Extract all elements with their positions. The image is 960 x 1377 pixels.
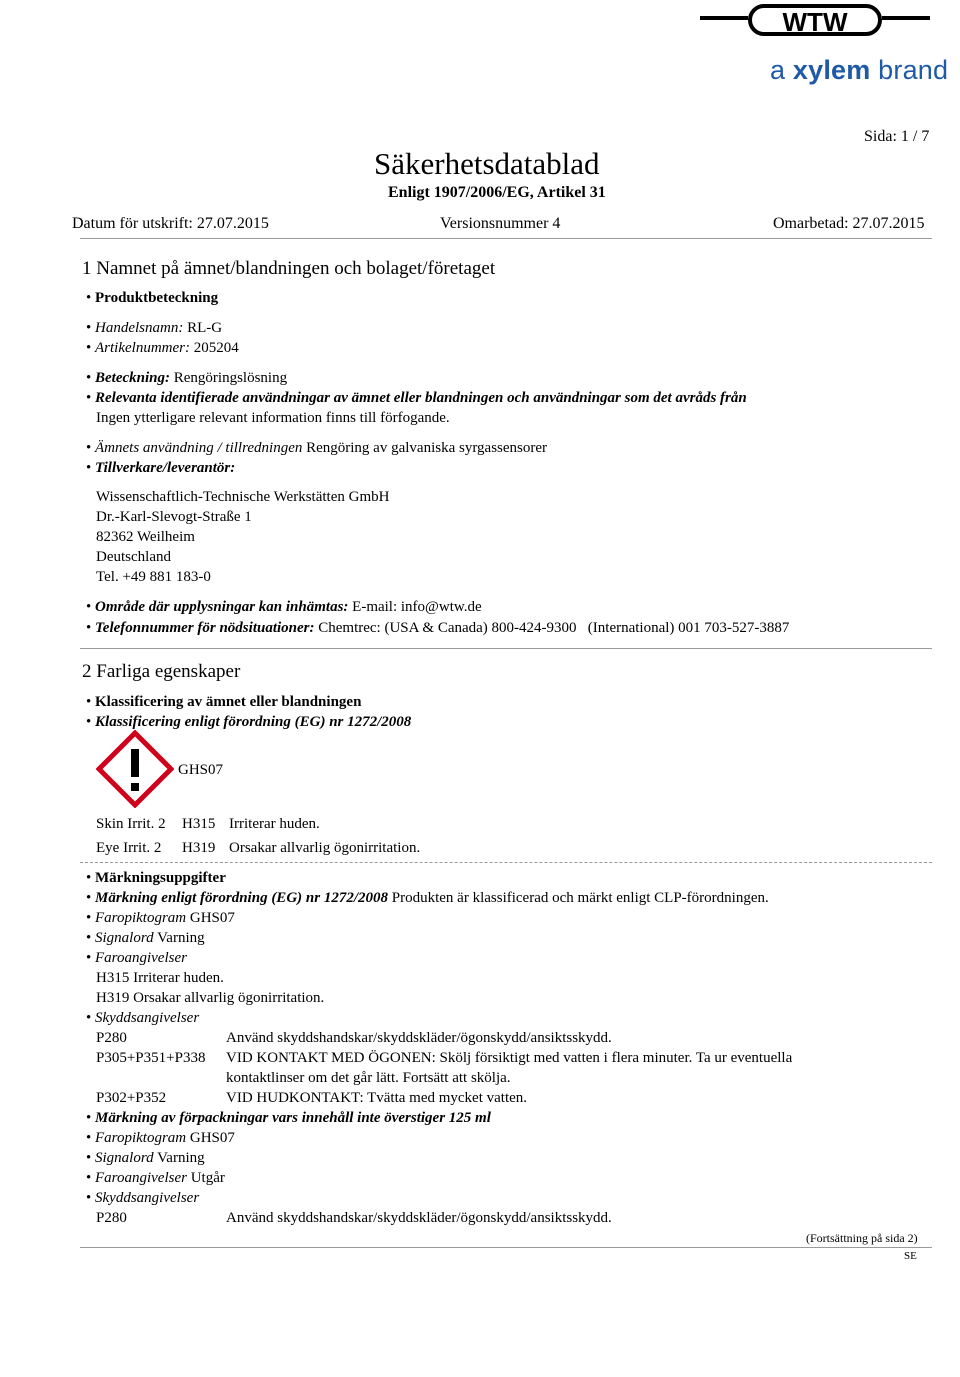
continuation-note: (Fortsättning på sida 2) [806,1231,918,1245]
list-item: • Faroangivelser [86,950,187,966]
hazard-class: Eye Irrit. 2 [96,840,162,856]
list-item: • Klassificering av ämnet eller blandningen [86,694,362,710]
list-item: • Märkning av förpackningar vars innehåll inte överstiger 125 ml [86,1110,491,1126]
wtw-logo [700,4,930,40]
list-item: • Handelsnamn: RL-G [86,320,223,336]
hazard-class: Skin Irrit. 2 [96,816,166,832]
list-item: • Signalord Varning [86,1150,205,1166]
print-date: Datum för utskrift: 27.07.2015 [72,215,269,232]
precaution-text: kontaktlinser om det går lätt. Fortsätt att skölja. [226,1070,511,1086]
section-divider [80,648,932,649]
list-item: • Telefonnummer för nödsituationer: Chemtrec: (USA & Canada) 800-424-9300 (International) 001 703-527-3887 [86,620,790,636]
hazard-code: H319 [182,840,216,856]
list-item: • Relevanta identifierade användningar av ämnet eller blandningen och användningar som det avråds från [86,390,747,406]
list-item: • Faropiktogram GHS07 [86,910,235,926]
list-item: • Skyddsangivelser [86,1010,200,1026]
list-item: • Ämnets användning / tillredningen Rengöring av galvaniska syrgassensorer [86,440,548,456]
address-line: 82362 Weilheim [96,529,195,545]
list-item: • Område där upplysningar kan inhämtas: E-mail: info@wtw.de [86,599,482,615]
list-item: • Faropiktogram GHS07 [86,1130,235,1146]
version-number: Versionsnummer 4 [440,215,561,232]
ghs07-pictogram-icon [96,730,174,813]
precaution-code: P302+P352 [96,1090,167,1106]
list-item: • Märkningsuppgifter [86,870,226,886]
section-2-heading: 2 Farliga egenskaper [82,661,241,682]
precaution-code: P305+P351+P338 [96,1050,206,1066]
list-item: • Märkning enligt förordning (EG) nr 1272/2008 Produkten är klassificerad och märkt enligt CLP-förordningen. [86,890,769,906]
list-item: • Produktbeteckning [86,290,219,306]
address-line: Tel. +49 881 183-0 [96,569,211,585]
hazard-statement: H319 Orsakar allvarlig ögonirritation. [96,990,325,1006]
revised-date: Omarbetad: 27.07.2015 [773,215,925,232]
list-item: • Faroangivelser Utgår [86,1170,225,1186]
header-divider [80,238,932,239]
hazard-code: H315 [182,816,216,832]
precaution-code: P280 [96,1210,127,1226]
no-info-text: Ingen ytterligare relevant information finns till förfogande. [96,410,450,426]
list-item: • Klassificering enligt förordning (EG) nr 1272/2008 [86,714,412,730]
address-line: Dr.-Karl-Slevogt-Straße 1 [96,509,252,525]
list-item: • Tillverkare/leverantör: [86,460,236,476]
ghs-label: GHS07 [178,762,224,778]
language-code: SE [904,1250,917,1262]
precaution-text: Använd skyddshandskar/skyddskläder/ögonskydd/ansiktsskydd. [226,1210,612,1226]
list-item: • Beteckning: Rengöringslösning [86,370,288,386]
hazard-text: Irriterar huden. [229,816,320,832]
precaution-text: VID HUDKONTAKT: Tvätta med mycket vatten. [226,1090,528,1106]
hazard-text: Orsakar allvarlig ögonirritation. [229,840,421,856]
list-item: • Artikelnummer: 205204 [86,340,239,356]
address-line: Deutschland [96,549,171,565]
section-1-heading: 1 Namnet på ämnet/blandningen och bolaget/företaget [82,258,496,279]
logo-text: WTW [782,7,848,37]
document-subtitle: Enligt 1907/2006/EG, Artikel 31 [388,184,606,201]
brand-line: a xylem brand [770,55,949,85]
precaution-text: Använd skyddshandskar/skyddskläder/ögonskydd/ansiktsskydd. [226,1030,612,1046]
dashed-divider [80,862,932,863]
footer-divider [80,1247,932,1248]
page-number: Sida: 1 / 7 [864,128,930,145]
hazard-statement: H315 Irriterar huden. [96,970,224,986]
precaution-text: VID KONTAKT MED ÖGONEN: Skölj försiktigt med vatten i flera minuter. Ta ur eventuella [226,1050,793,1066]
document-title: Säkerhetsdatablad [374,146,600,181]
address-line: Wissenschaftlich-Technische Werkstätten GmbH [96,489,390,505]
precaution-code: P280 [96,1030,127,1046]
list-item: • Signalord Varning [86,930,205,946]
list-item: • Skyddsangivelser [86,1190,200,1206]
